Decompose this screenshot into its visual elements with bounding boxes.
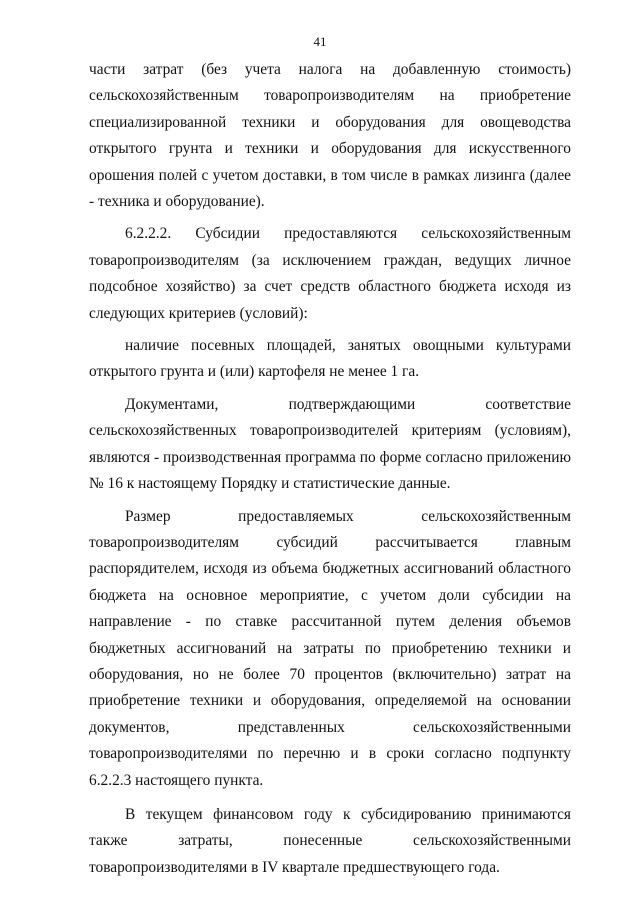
paragraph-documents: Документами, подтверждающими соответствие сельскохозяйственных товаропроизводителей критериям (условиям), являются - производственная программа по форме согласно приложению № 16 к настоящему Порядку и статистические данные.: [89, 395, 571, 493]
paragraph-6-2-2-2: 6.2.2.2. Субсидии предоставляются сельскохозяйственным товаропроизводителям (за исключением граждан, ведущих личное подсобное хозяйство) за счет средств областного бюджета исходя из следующих критериев (условий):: [89, 225, 571, 322]
paragraph-current-year: В текущем финансовом году к субсидированию принимаются также затраты, понесенные сельскохозяйственными товаропроизводителями в IV квартале предшествующего года.: [89, 805, 571, 876]
paragraph-intro-continuation: части затрат (без учета налога на добавленную стоимость) сельскохозяйственным товаропроизводителям на приобретение специализированной техники и оборудования для овощеводства открытого грунта и техники и оборудования для искусственного орошения полей с учетом доставки, в том числе в рамках лизинга (далее - техника и оборудование).: [89, 61, 571, 211]
page-number: 41: [313, 34, 327, 49]
paragraph-criteria: наличие посевных площадей, занятых овощными культурами открытого грунта и (или) картофеля не менее 1 га.: [89, 337, 571, 381]
document-body: [89, 57, 571, 881]
paragraph-subsidy-size: Размер предоставляемых сельскохозяйственным товаропроизводителям субсидий рассчитывается главным распорядителем, исходя из объема бюджетных ассигнований областного бюджета на основное мероприятие, с учетом доли субсидии на направление - по ставке рассчитанной путем деления объемов бюджетных ассигнований на затраты по приобретению техники и оборудования, но не более 70 процентов (включительно) затрат на приобретение техники и оборудования, определяемой на основании документов, представленных сельскохозяйственными товаропроизводителями по перечню и в сроки согласно подпункту 6.2.2.3 настоящего пункта.: [89, 507, 571, 789]
